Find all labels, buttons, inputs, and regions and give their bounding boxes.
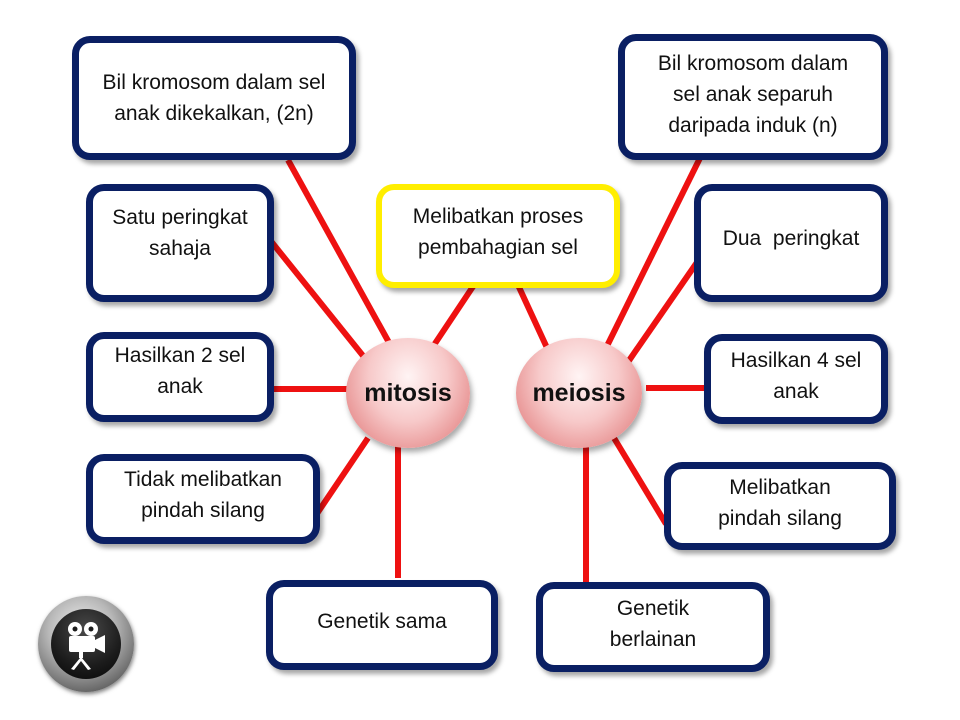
- box-text-line: berlainan: [609, 628, 697, 651]
- box-text-line: anak: [157, 375, 203, 398]
- box-text-line: anak: [773, 380, 819, 403]
- connector-mitosis-pindah: [314, 438, 368, 518]
- connector-meiosis-pindah: [614, 438, 666, 524]
- connector-meiosis-kromosom: [606, 158, 700, 348]
- box-text-line: Hasilkan 2 sel: [114, 344, 246, 367]
- box-text-line: pindah silang: [718, 507, 842, 530]
- connector-meiosis-peringkat: [628, 258, 700, 362]
- connector-meiosis-shared: [518, 285, 548, 350]
- box-text-line: pindah silang: [141, 499, 265, 522]
- hub-mitosis: mitosis: [346, 338, 470, 448]
- mitosis-box-pindah-silang: [86, 454, 320, 544]
- mitosis-box-kromosom: [72, 36, 356, 160]
- meiosis-box-genetik: [536, 582, 770, 672]
- box-text-line: Bil kromosom dalam sel: [102, 71, 326, 94]
- box-text-line: Hasilkan 4 sel: [730, 349, 862, 372]
- box-text-line: Melibatkan proses: [412, 205, 584, 228]
- hub-meiosis: meiosis: [516, 338, 642, 448]
- mitosis-box-peringkat: [86, 184, 274, 302]
- box-text-line: Tidak melibatkan: [124, 468, 282, 491]
- video-camera-button[interactable]: [38, 596, 134, 692]
- meiosis-box-peringkat: [694, 184, 888, 302]
- meiosis-box-hasilkan: [704, 334, 888, 424]
- meiosis-box-kromosom: [618, 34, 888, 160]
- mitosis-box-genetik: [266, 580, 498, 670]
- video-camera-icon: [51, 609, 121, 679]
- mitosis-box-hasilkan: [86, 332, 274, 422]
- connector-mitosis-peringkat: [270, 240, 368, 362]
- box-text-line: anak dikekalkan, (2n): [114, 102, 314, 125]
- box-text-line: Dua peringkat: [722, 226, 860, 250]
- box-text-line: sahaja: [149, 237, 211, 260]
- connector-mitosis-shared: [434, 285, 474, 345]
- box-text-line: pembahagian sel: [418, 236, 578, 259]
- box-text-line: daripada induk (n): [668, 113, 838, 137]
- box-text-line: sel anak separuh: [673, 82, 833, 106]
- box-text-line: Melibatkan: [729, 476, 831, 499]
- box-text-line: Satu peringkat: [112, 206, 248, 229]
- box-text-line: Genetik sama: [317, 609, 447, 633]
- meiosis-box-pindah-silang: [664, 462, 896, 550]
- shared-box-pembahagian: [376, 184, 620, 288]
- box-text-line: Bil kromosom dalam: [657, 51, 849, 75]
- box-text-line: Genetik: [616, 597, 690, 620]
